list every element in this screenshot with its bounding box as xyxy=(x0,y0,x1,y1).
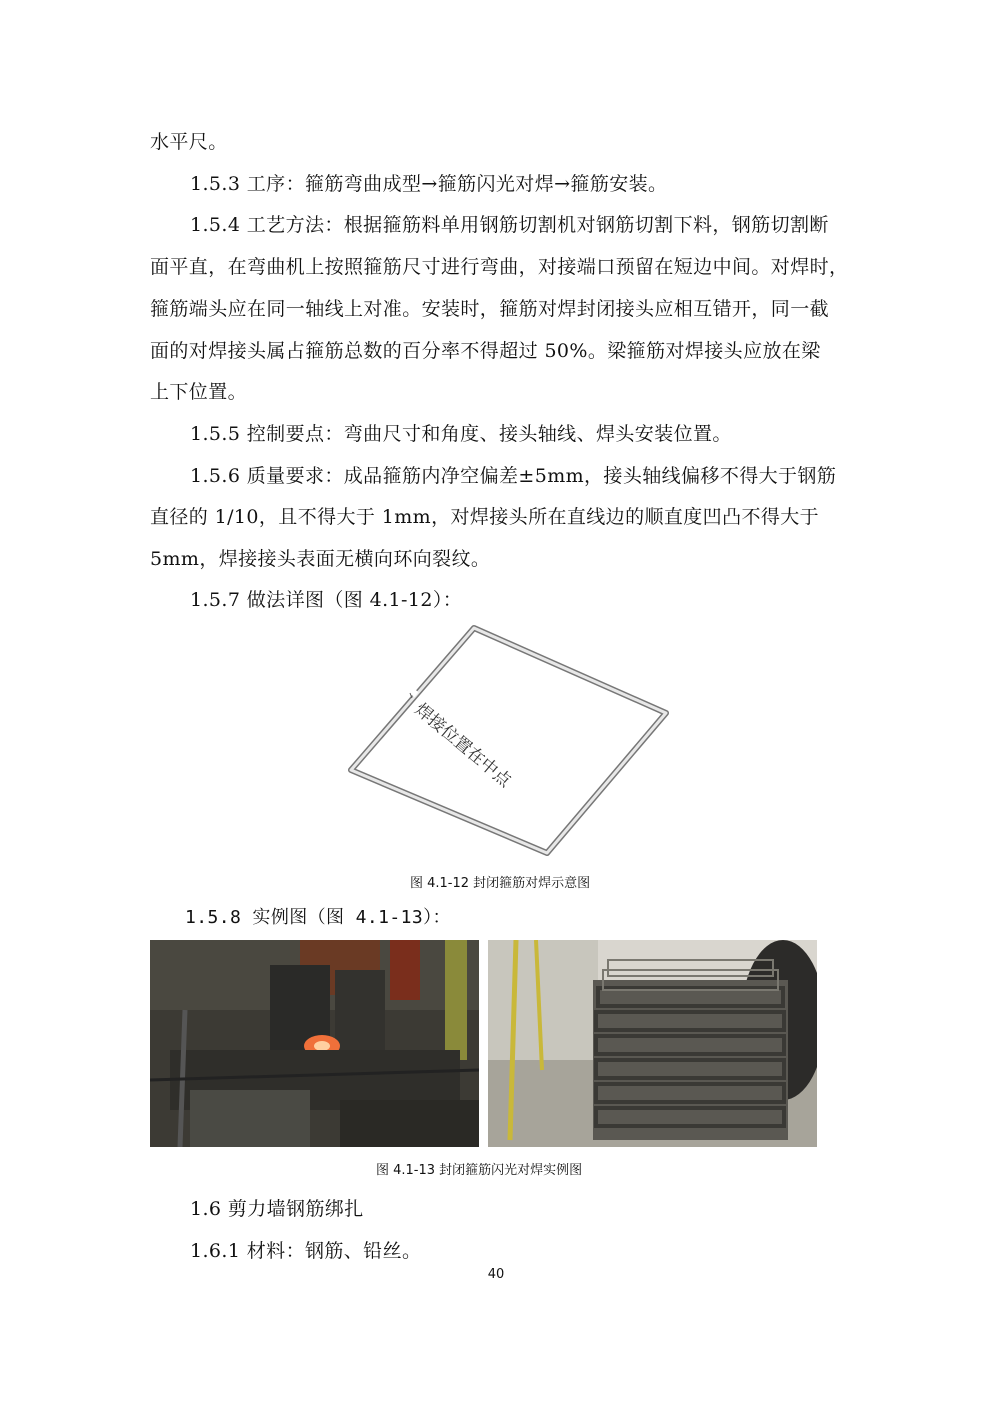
stirrup-diagram xyxy=(343,617,680,867)
paragraph-line: 直径的 1/10，且不得大于 1mm，对焊接头所在直线边的顺直度凹凸不得大于 xyxy=(150,506,820,528)
figure-caption: 图 4.1-13 封闭箍筋闪光对焊实例图 xyxy=(376,1163,583,1178)
paragraph-line: 1.5.5 控制要点：弯曲尺寸和角度、接头轴线、焊头安装位置。 xyxy=(190,423,732,445)
paragraph-line: 1.5.3 工序：箍筋弯曲成型→箍筋闪光对焊→箍筋安装。 xyxy=(190,173,668,195)
stirrup-drawing xyxy=(343,617,680,867)
paragraph-line: 水平尺。 xyxy=(150,131,228,153)
section-heading: 1.5.8 实例图（图 4.1-13）： xyxy=(185,907,451,928)
paragraph-line: 5mm，焊接接头表面无横向环向裂纹。 xyxy=(150,548,491,570)
section-heading: 1.6 剪力墙钢筋绑扎 xyxy=(190,1198,364,1220)
paragraph-line: 面的对焊接头属占箍筋总数的百分率不得超过 50%。梁箍筋对焊接头应放在梁 xyxy=(150,340,821,362)
paragraph-line: 1.5.7 做法详图（图 4.1-12）： xyxy=(190,589,463,611)
stirrup-stack-photo xyxy=(488,940,817,1147)
paragraph-line: 面平直，在弯曲机上按照箍筋尺寸进行弯曲，对接端口预留在短边中间。对焊时， xyxy=(150,256,849,278)
welding-machine-photo xyxy=(150,940,479,1147)
paragraph-line: 1.5.4 工艺方法：根据箍筋料单用钢筋切割机对钢筋切割下料，钢筋切割断 xyxy=(190,214,829,236)
figure-caption: 图 4.1-12 封闭箍筋对焊示意图 xyxy=(410,876,591,891)
paragraph-line: 箍筋端头应在同一轴线上对准。安装时，箍筋对焊封闭接头应相互错开，同一截 xyxy=(150,298,830,320)
weld-position-label: 焊接位置在中点 xyxy=(410,699,515,792)
paragraph-line: 1.6.1 材料：钢筋、铅丝。 xyxy=(190,1240,422,1262)
paragraph-line: 1.5.6 质量要求：成品箍筋内净空偏差±5mm，接头轴线偏移不得大于钢筋 xyxy=(190,465,837,487)
paragraph-line: 上下位置。 xyxy=(150,381,248,403)
page-number: 40 xyxy=(487,1267,505,1282)
